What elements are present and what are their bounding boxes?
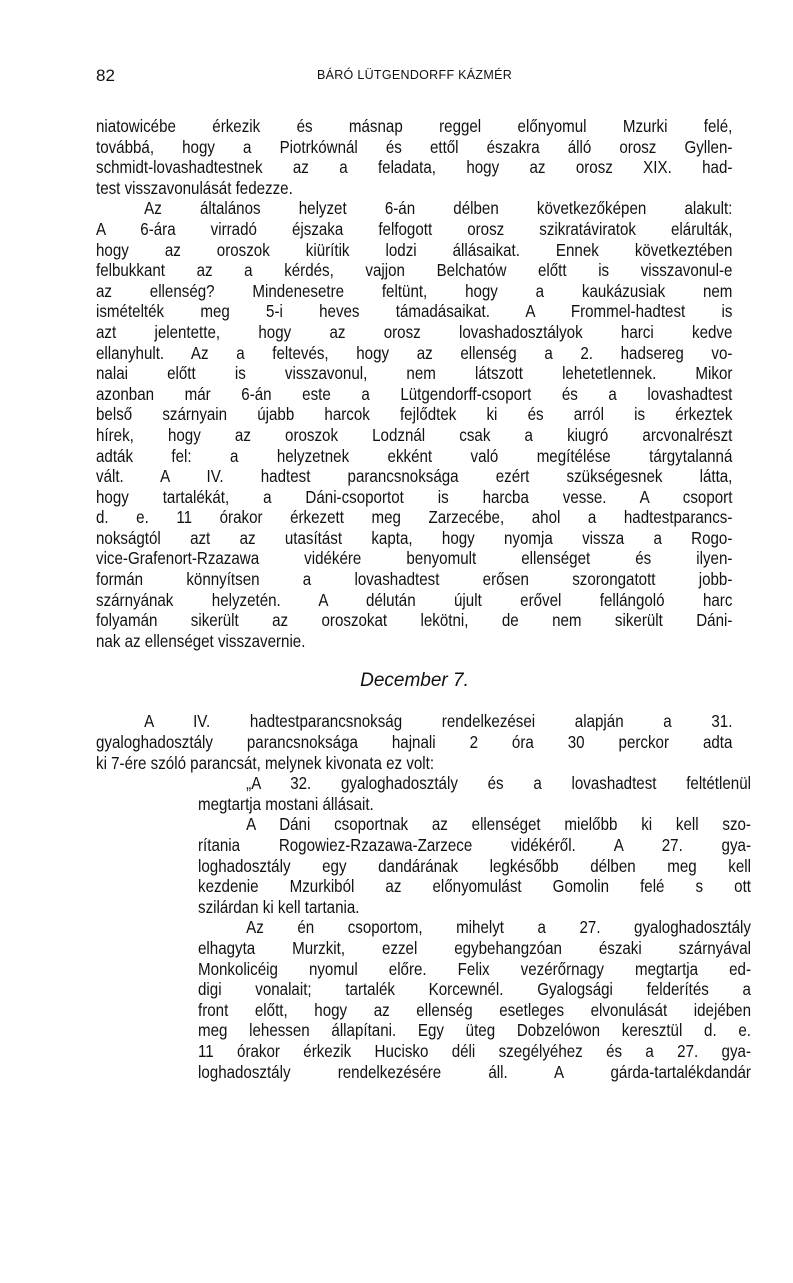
page-number: 82 — [96, 66, 115, 85]
text-line: loghadosztály egy dandárának legkésőbb délben meg kell — [198, 855, 751, 876]
text-line: az ellenség? Mindenesetre feltünt, hogy a kaukázusiak nem — [96, 280, 733, 301]
text-line: 11 órakor érkezik Hucisko déli szegélyéhez és a 27. gya- — [198, 1040, 751, 1061]
text-line: Az általános helyzet 6-án délben következőképen alakult: — [144, 198, 733, 219]
text-line: test visszavonulását fedezze. — [96, 177, 293, 198]
text-line: nokságtól azt az utasítást kapta, hogy nyomja vissza a Rogo- — [96, 527, 733, 548]
text-line: d. e. 11 órakor érkezett meg Zarzecébe, ahol a hadtestparancs- — [96, 507, 733, 528]
quoted-order-paragraph-2 — [96, 814, 751, 917]
text-line: hogy tartalékát, a Dáni-csoportot is harcba vesse. A csoport — [96, 486, 733, 507]
text-line: továbbá, hogy a Piotrkównál és ettől északra álló orosz Gyllen- — [96, 136, 733, 157]
text-line: Monkolicéig nyomul előre. Felix vezérőrnagy megtartja ed- — [198, 958, 751, 979]
paragraph-before-2 — [96, 198, 733, 651]
text-line: belső szárnyain újabb harcok fejlődtek ki és arról is érkeztek — [96, 404, 733, 425]
text-line: elhagyta Murzkit, ezzel egybehangzóan északi szárnyával — [198, 937, 751, 958]
text-line: front előtt, hogy az ellenség esetleges elvonulását idejében — [198, 999, 751, 1020]
text-line: adták fel: a helyzetnek ekként való megítélése tárgytalanná — [96, 445, 733, 466]
text-line: nalai előtt is visszavonul, nem látszott lehetetlennek. Mikor — [96, 363, 733, 384]
text-line: szárnyának helyzetén. A délután újult erővel fellángoló harc — [96, 589, 733, 610]
text-line: szilárdan ki kell tartania. — [198, 896, 360, 917]
page-body — [96, 116, 751, 1082]
text-line: kezdenie Mzurkiból az előnyomulást Gomolin felé s ott — [198, 876, 751, 897]
text-line: meg lehessen állapítani. Egy üteg Dobzelówon keresztül d. e. — [198, 1020, 751, 1041]
text-line: formán könnyítsen a lovashadtest erősen szorongatott jobb- — [96, 569, 733, 590]
text-line: ismételték meg 5-i heves támadásaikat. A Frommel-hadtest is — [96, 301, 733, 322]
text-line: A 6-ára virradó éjszaka felfogott orosz szikratáviratok elárulták, — [96, 218, 733, 239]
text-line: digi vonalait; tartalék Korcewnél. Gyalogsági felderítés a — [198, 979, 751, 1000]
text-line: rítania Rogowiez-Rzazawa-Zarzece vidékéről. A 27. gya- — [198, 835, 751, 855]
text-line: gyaloghadosztály parancsnoksága hajnali 2 óra 30 perckor adta — [96, 732, 733, 753]
text-line: folyamán sikerült az oroszokat lekötni, de nem sikerült Dáni- — [96, 610, 733, 631]
text-line: nak az ellenséget visszavernie. — [96, 630, 306, 651]
text-line: megtartja mostani állásait. — [198, 793, 374, 814]
quoted-order-paragraph-3 — [96, 917, 751, 1082]
text-line: Az én csoportom, mihelyt a 27. gyaloghadosztály — [246, 917, 751, 938]
running-head — [96, 66, 733, 86]
section-heading: December 7. — [360, 670, 469, 692]
text-line: A Dáni csoportnak az ellenséget mielőbb ki kell szo- — [246, 814, 751, 835]
text-line: ki 7-ére szóló parancsát, melynek kivonata ez volt: — [96, 752, 435, 773]
text-line: azonban már 6-án este a Lütgendorff-csoport és a lovashadtest — [96, 383, 733, 404]
text-line: loghadosztály rendelkezésére áll. A gárda-tartalékdandár — [198, 1061, 751, 1082]
text-line: schmidt-lovashadtestnek az a feladata, hogy az orosz XIX. had- — [96, 157, 733, 178]
text-line: azt jelentette, hogy az orosz lovashadosztályok harci kedve — [96, 321, 733, 342]
quoted-order — [96, 773, 751, 1082]
quoted-order-paragraph-1 — [96, 773, 751, 814]
text-line: hogy az oroszok kiürítik lodzi állásaikat. Ennek következtében — [96, 239, 733, 260]
paragraph-before-1 — [96, 116, 733, 198]
text-line: „A 32. gyaloghadosztály és a lovashadtest feltétlenül — [246, 773, 751, 794]
running-title: BÁRÓ LÜTGENDORFF KÁZMÉR — [316, 68, 513, 82]
text-line: felbukkant az a kérdés, vajjon Belchatów előtt is visszavonul-e — [96, 260, 733, 281]
text-line: vált. A IV. hadtest parancsnoksága ezért szükségesnek látta, — [96, 466, 733, 487]
text-line: A IV. hadtestparancsnokság rendelkezései alapján a 31. — [144, 711, 733, 732]
paragraph-after-1 — [96, 711, 733, 773]
text-line: ellanyhult. Az a feltevés, hogy az ellenség a 2. hadsereg vo- — [96, 342, 733, 363]
text-line: hírek, hogy az oroszok Lodznál csak a kiugró arcvonalrészt — [96, 424, 733, 445]
text-line: vice-Grafenort-Rzazawa vidékére benyomult ellenséget és ilyen- — [96, 548, 733, 569]
text-line: niatowicébe érkezik és másnap reggel előnyomul Mzurki felé, — [96, 116, 733, 136]
